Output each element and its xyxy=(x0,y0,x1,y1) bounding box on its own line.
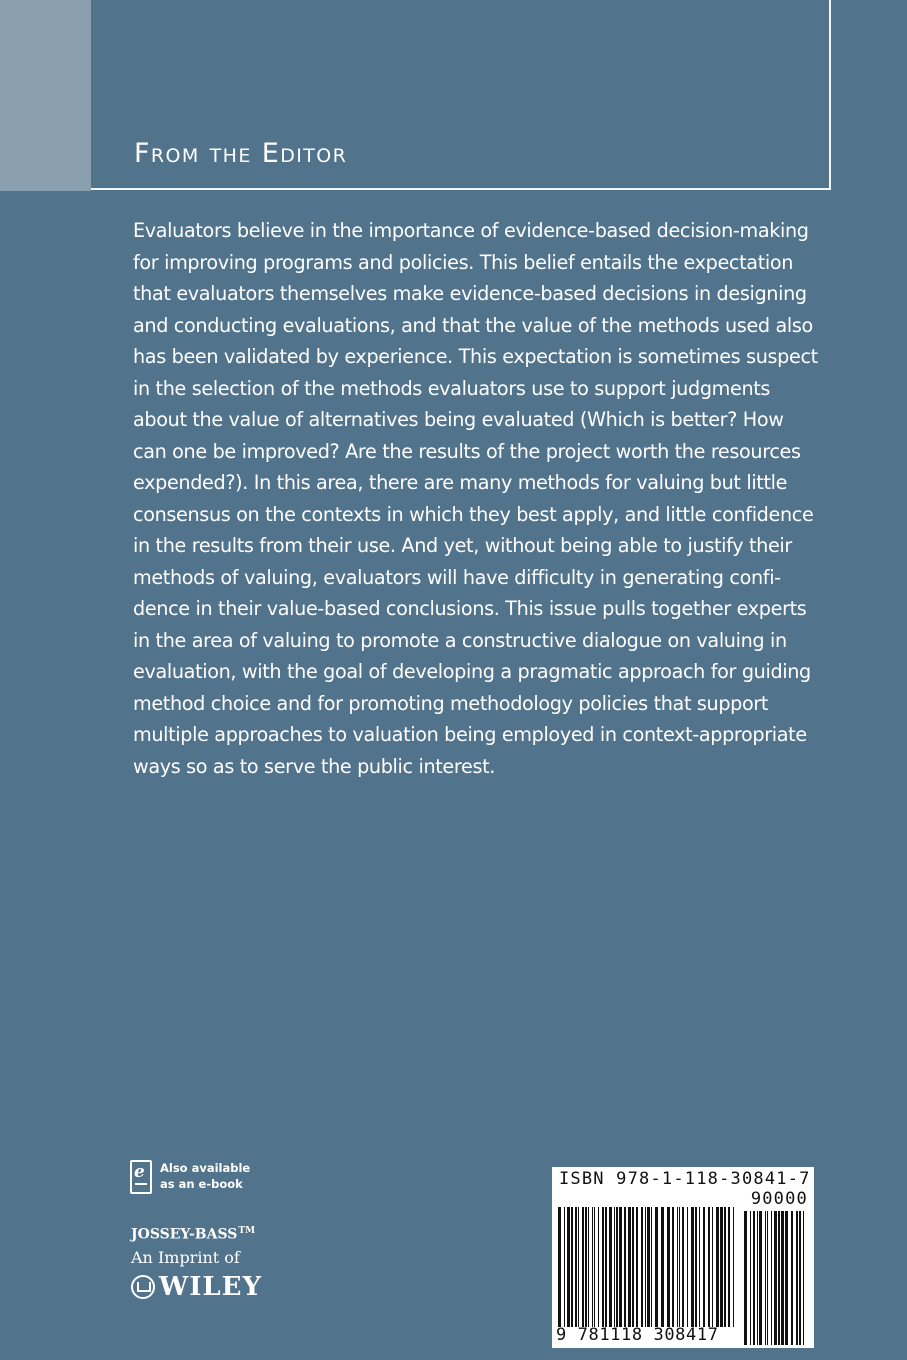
isbn-text: ISBN 978-1-118-30841-7 xyxy=(559,1169,811,1189)
wiley-emblem-icon xyxy=(131,1275,155,1299)
barcode-bar xyxy=(774,1211,777,1345)
barcode-bar xyxy=(632,1207,634,1327)
barcode-bar xyxy=(558,1207,561,1327)
body-line: multiple approaches to valuation being employed in context-appropriate xyxy=(133,723,807,746)
barcode-bar xyxy=(753,1211,755,1345)
barcode-bar xyxy=(616,1207,618,1327)
barcode-bar xyxy=(799,1211,801,1345)
body-line: methods of valuing, evaluators will have difficulty in generating confi- xyxy=(133,565,781,589)
barcode-bar xyxy=(744,1211,747,1345)
barcode-bar xyxy=(614,1207,615,1327)
barcode-bar xyxy=(708,1207,710,1327)
barcode-bar xyxy=(605,1207,607,1327)
body-line: about the value of alternatives being evaluated (Which is better? How xyxy=(133,408,784,431)
left-accent-strip xyxy=(0,0,91,191)
barcode-bar xyxy=(803,1211,804,1345)
barcode-bar xyxy=(677,1207,678,1327)
imprint-line: An Imprint of xyxy=(131,1248,240,1267)
barcode-bar xyxy=(647,1207,650,1327)
body-line: method choice and for promoting methodology policies that support xyxy=(133,691,769,715)
body-line: has been validated by experience. This expectation is sometimes suspect xyxy=(133,345,818,368)
barcode-main-bars xyxy=(558,1207,734,1327)
body-line: ways so as to serve the public interest. xyxy=(133,754,496,778)
barcode-bar xyxy=(619,1207,622,1327)
barcode-bar xyxy=(641,1207,643,1327)
barcode-bar xyxy=(667,1207,670,1327)
barcode-bar xyxy=(759,1211,762,1345)
wiley-wordmark: WILEY xyxy=(159,1272,263,1302)
editor-text xyxy=(133,215,833,782)
barcode-bar xyxy=(771,1211,772,1345)
wiley-logo xyxy=(131,1272,262,1302)
ebook-icon-letter: e xyxy=(134,1162,145,1182)
ebook-line-1: Also available xyxy=(160,1161,251,1175)
barcode-bar xyxy=(598,1207,599,1327)
barcode-bar xyxy=(785,1211,788,1345)
barcode-bar xyxy=(765,1211,766,1345)
barcode-bar xyxy=(655,1207,658,1327)
body-line: consensus on the contexts in which they best apply, and little confidence xyxy=(133,502,814,526)
publisher-name-text: JOSSEY-BASS xyxy=(131,1226,238,1243)
barcode-bar xyxy=(682,1207,684,1327)
page-title: From the Editor xyxy=(134,138,348,169)
barcode-bar xyxy=(628,1207,631,1327)
barcode-bar xyxy=(724,1207,726,1327)
barcode-bar xyxy=(720,1207,723,1327)
barcode-bar xyxy=(636,1207,638,1327)
barcode-bar xyxy=(712,1207,713,1327)
barcode-bar xyxy=(679,1207,680,1327)
ebook-line-2: as an e-book xyxy=(160,1177,243,1191)
barcode-bar xyxy=(781,1211,784,1345)
barcode-bar xyxy=(588,1207,589,1327)
body-line: in the selection of the methods evaluators use to support judgments xyxy=(133,376,771,400)
barcode-bar xyxy=(609,1207,612,1327)
barcode-bar xyxy=(691,1207,694,1327)
body-line: evaluation, with the goal of developing a pragmatic approach for guiding xyxy=(133,660,811,683)
body-line: Evaluators believe in the importance of evidence-based decision-making xyxy=(133,219,809,242)
barcode-bar xyxy=(571,1207,573,1327)
barcode-bar xyxy=(602,1207,604,1327)
barcode-bar xyxy=(733,1207,734,1327)
ebook-icon xyxy=(130,1160,152,1194)
ebook-label xyxy=(160,1160,250,1192)
barcode-bar xyxy=(661,1207,664,1327)
trademark: TM xyxy=(238,1226,256,1236)
barcode-bar xyxy=(750,1211,751,1345)
ean-number: 9 781118 308417 xyxy=(556,1325,719,1345)
barcode-bar xyxy=(672,1207,674,1327)
barcode-bar xyxy=(703,1207,705,1327)
publisher-name xyxy=(131,1226,255,1243)
barcode-bar xyxy=(767,1211,768,1345)
barcode-addon-number: 90000 xyxy=(750,1189,808,1209)
barcode-bar xyxy=(567,1207,570,1327)
barcode-bar xyxy=(687,1207,688,1327)
barcode-bar xyxy=(575,1207,577,1327)
body-line: and conducting evaluations, and that the value of the methods used also xyxy=(133,313,813,337)
barcode-bar xyxy=(651,1207,652,1327)
barcode-bar xyxy=(796,1211,798,1345)
body-line: that evaluators themselves make evidence-based decisions in designing xyxy=(133,282,807,305)
barcode-bar xyxy=(582,1207,584,1327)
barcode-bar xyxy=(585,1207,587,1327)
barcode-bar xyxy=(728,1207,730,1327)
barcode-bar xyxy=(578,1207,579,1327)
barcode-bar xyxy=(791,1211,793,1345)
body-line: can one be improved? Are the results of the project worth the resources xyxy=(133,439,801,463)
barcode-panel xyxy=(552,1167,814,1348)
barcode-bar xyxy=(624,1207,626,1327)
barcode-bar xyxy=(695,1207,697,1327)
barcode-bar xyxy=(757,1211,758,1345)
barcode-bar xyxy=(564,1207,565,1327)
ebook-notice xyxy=(130,1160,250,1194)
barcode-bar xyxy=(594,1207,595,1327)
body-line: in the area of valuing to promote a constructive dialogue on valuing in xyxy=(133,628,787,652)
barcode-bar xyxy=(592,1207,593,1327)
body-line: dence in their value-based conclusions. This issue pulls together experts xyxy=(133,597,807,620)
body-line: in the results from their use. And yet, without being able to justify their xyxy=(133,534,792,557)
barcode-bar xyxy=(699,1207,700,1327)
body-line: expended?). In this area, there are many methods for valuing but little xyxy=(133,471,788,494)
barcode-bar xyxy=(645,1207,646,1327)
barcode-addon-bars xyxy=(744,1211,806,1345)
barcode-bar xyxy=(716,1207,719,1327)
barcode-bar xyxy=(778,1211,780,1345)
body-line: for improving programs and policies. This belief entails the expectation xyxy=(133,250,794,274)
